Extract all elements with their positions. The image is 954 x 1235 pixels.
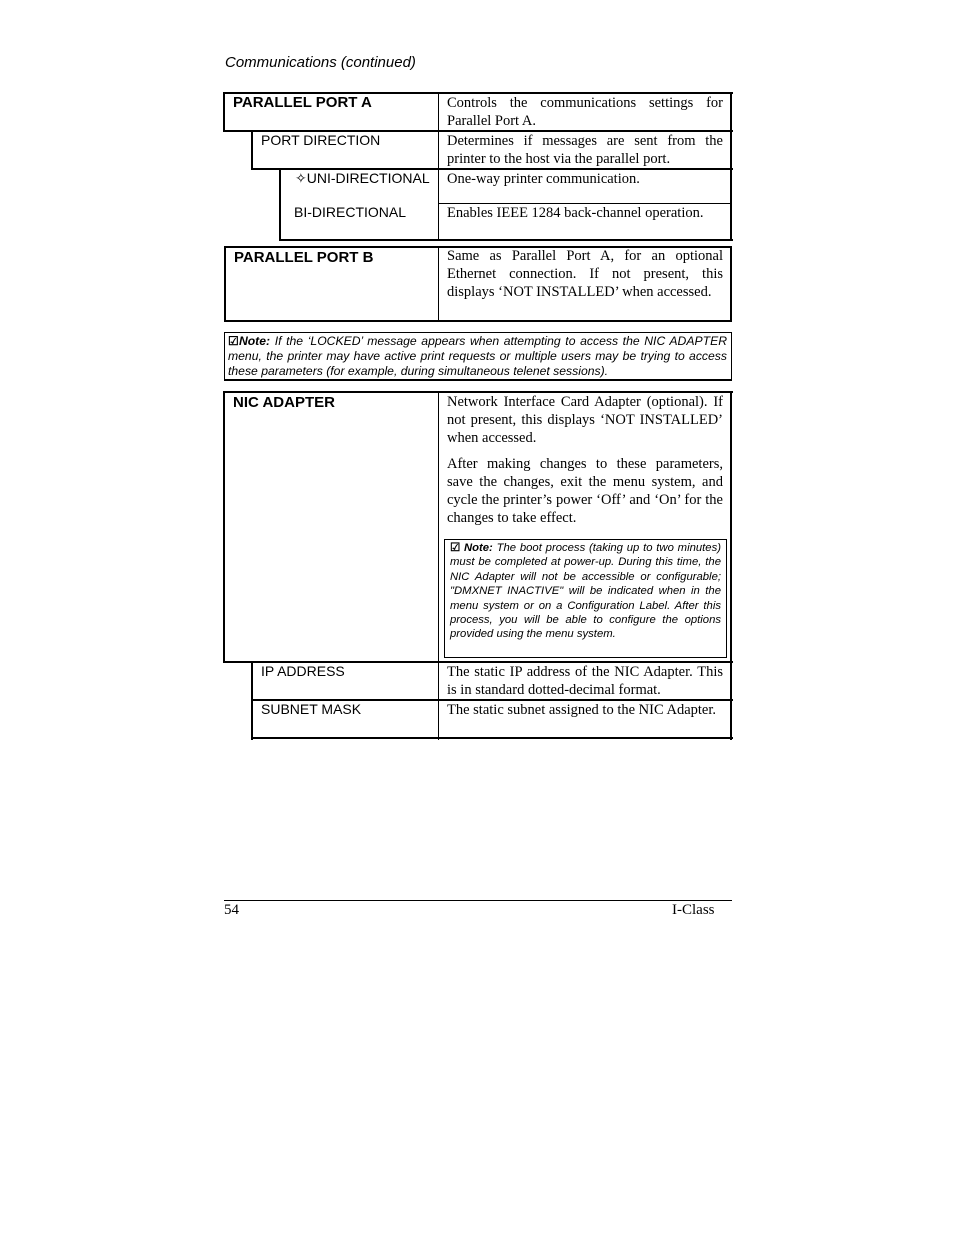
param-label-nic-adapter: NIC ADAPTER	[233, 394, 335, 411]
page-section-title: Communications (continued)	[225, 54, 416, 71]
table-border	[223, 391, 225, 663]
note-checkbox-icon: ☑	[228, 334, 239, 348]
note-text: If the ‘LOCKED’ message appears when attempting to access the NIC ADAPTER menu, the printer may have active print requests or multiple users may be trying to access these parameters (for example, during simultaneous telenet sessions).	[228, 334, 727, 378]
param-desc-parallel-port-a: Controls the communications settings for Parallel Port A.	[447, 95, 723, 129]
column-divider	[438, 92, 439, 241]
param-desc-parallel-port-b: Same as Parallel Port A, for an optional Ethernet connection. If not present, this displays ‘NOT INSTALLED’ when accessed.	[447, 248, 723, 300]
param-label-ip-address: IP ADDRESS	[261, 663, 345, 679]
table-border	[279, 239, 733, 241]
nic-desc-paragraph-2: After making changes to these parameters, save the changes, exit the menu system, and cycle the printer’s power ‘Off’ and ‘On’ for the changes to take effect.	[447, 456, 723, 526]
param-desc-uni-directional: One-way printer communication.	[447, 171, 640, 187]
page-number: 54	[224, 902, 239, 918]
param-desc-subnet-mask: The static subnet assigned to the NIC Adapter.	[447, 702, 717, 718]
param-desc-nic-adapter	[447, 393, 723, 535]
column-divider	[438, 246, 439, 322]
note-boot-process	[444, 539, 727, 658]
param-label-uni-directional: ✧UNI-DIRECTIONAL	[295, 170, 430, 186]
note-label: Note:	[238, 334, 271, 348]
note-text: The boot process (taking up to two minutes) must be completed at power-up. During this time, the NIC Adapter will not be accessible or configurable; "DMXNET INACTIVE" will be indicated when in the menu system or on a Configuration Label. After this process, you will be able to configure the options provided using the menu system.	[450, 542, 721, 641]
param-label-bi-directional: BI-DIRECTIONAL	[294, 204, 407, 220]
param-label-port-direction: PORT DIRECTION	[261, 132, 381, 148]
table-border	[223, 92, 225, 132]
note-locked-message	[224, 332, 732, 381]
nic-desc-paragraph-1: Network Interface Card Adapter (optional). If not present, this displays ‘NOT INSTALLED’ when accessed.	[447, 394, 723, 446]
footer-rule	[224, 900, 732, 901]
table-border	[251, 130, 253, 170]
param-desc-ip-address: The static IP address of the NIC Adapter. This is in standard dotted-decimal format.	[447, 664, 723, 698]
table-border	[279, 168, 281, 241]
param-desc-port-direction: Determines if messages are sent from the printer to the host via the parallel port.	[447, 133, 723, 167]
note-label: Note:	[463, 542, 493, 554]
column-divider	[438, 391, 439, 740]
param-desc-bi-directional: Enables IEEE 1284 back-channel operation.	[447, 205, 704, 221]
table-border	[251, 737, 733, 739]
param-label-parallel-port-b: PARALLEL PORT B	[234, 249, 374, 266]
note-checkbox-icon: ☑	[450, 542, 461, 554]
param-label-parallel-port-a: PARALLEL PORT A	[233, 94, 372, 111]
table-border	[730, 92, 732, 241]
param-label-subnet-mask: SUBNET MASK	[261, 701, 362, 717]
table-border	[730, 391, 732, 740]
product-name: I-Class	[672, 902, 715, 918]
